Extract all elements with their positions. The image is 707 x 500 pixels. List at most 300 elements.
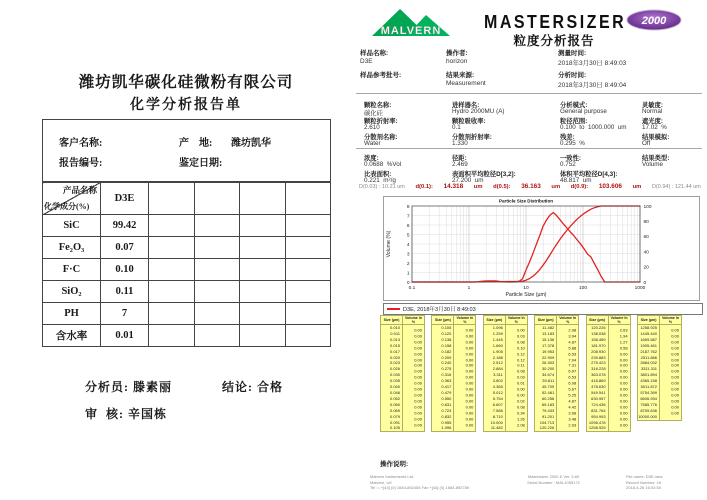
empty-cell	[285, 182, 331, 215]
volume-value: 1.27	[619, 339, 628, 345]
size-table	[586, 315, 631, 432]
size-cell: 5.754	[483, 396, 505, 402]
volume-value: 0.00	[414, 398, 422, 404]
size-cell: 91.201	[535, 414, 557, 420]
x-axis-title: Particle Size (µm)	[505, 292, 547, 298]
size-table	[534, 315, 579, 432]
size-table-header-row	[535, 316, 579, 325]
size-cell: 0.158	[432, 343, 454, 349]
volume-value: 0.00	[414, 327, 422, 333]
size-cell: 316.228	[586, 366, 608, 372]
volume-value: 3.48	[568, 416, 577, 422]
d-value-segment: um	[551, 184, 561, 190]
particle-size-report-page	[354, 0, 707, 500]
chart-legend	[383, 303, 703, 315]
param-value: 0.752	[560, 160, 576, 168]
divider-line	[356, 93, 702, 94]
param-value: 17.02 %	[642, 123, 667, 131]
size-cell: 0.550	[432, 396, 454, 402]
volume-value: 0.00	[619, 398, 628, 404]
size-cell: 0.631	[432, 402, 454, 408]
size-cell: 2.884	[483, 366, 505, 372]
volume-value: 0.03	[517, 374, 525, 380]
component-value-cell: 99.42	[101, 215, 149, 237]
component-value-cell: 7	[101, 303, 149, 325]
param-label: 结果类型:	[642, 155, 670, 162]
size-cell: 0.363	[432, 378, 454, 384]
volume-value: 1.94	[619, 333, 628, 339]
x-axis-tick-label: 1	[467, 286, 471, 291]
volume-value: 0.00	[671, 339, 679, 345]
volume-value: 0.00	[671, 327, 679, 333]
size-cell: 0.240	[432, 360, 454, 366]
footer-line: Malvern, UK	[370, 479, 393, 485]
d-value-segment: D(0.03) : 10.21 um	[359, 184, 405, 190]
product-code-cell: D3E	[101, 182, 149, 215]
empty-cell	[194, 303, 240, 325]
volume-value: 0.00	[619, 357, 628, 363]
size-cell: 17.378	[535, 343, 557, 349]
param-label: 颗粒名称:	[364, 102, 392, 109]
volume-column-header: Volume In %	[608, 316, 630, 325]
volume-cell	[608, 325, 630, 331]
footer-line: Record Number: 18	[626, 479, 661, 485]
size-table-row	[535, 325, 579, 331]
size-cell: 5754.399	[638, 390, 660, 396]
operation-notes-label: 操作说明:	[380, 461, 409, 468]
component-value-cell: 0.01	[101, 325, 149, 347]
empty-cell	[149, 259, 195, 281]
d-value-segment: 36.163	[521, 183, 541, 190]
size-cell: 1.259	[483, 331, 505, 337]
size-cell: 2884.032	[638, 360, 660, 366]
empty-cell	[194, 215, 240, 237]
sample-name-value: D3E	[360, 58, 373, 65]
size-cell: 0.026	[381, 366, 403, 372]
param-value: 2.610	[364, 123, 380, 131]
empty-cell	[285, 237, 331, 259]
report-number-label: 报告编号:	[59, 158, 103, 169]
component-value-cell: 0.11	[101, 281, 149, 303]
param-value: Volume	[642, 160, 664, 168]
volume-value: 0.00	[414, 368, 422, 374]
size-cell: 3.311	[483, 372, 505, 378]
table-row	[43, 215, 331, 237]
operator-value: horizon	[446, 58, 468, 65]
empty-cell	[285, 325, 331, 347]
volume-value: 0.00	[619, 368, 628, 374]
size-cell: 0.017	[381, 349, 403, 355]
size-cell: 3.802	[483, 378, 505, 384]
size-cell: 69.183	[535, 402, 557, 408]
param-value: Water	[364, 139, 381, 147]
y-axis-title: Volume (%)	[386, 230, 392, 258]
size-cell: 2187.762	[638, 349, 660, 355]
empty-cell	[240, 215, 286, 237]
size-cell: 15.136	[535, 337, 557, 343]
chemical-composition-table	[42, 181, 331, 347]
size-table	[431, 315, 476, 432]
size-cell: 0.023	[381, 360, 403, 366]
volume-value: 6.97	[568, 368, 577, 374]
empty-cell	[149, 182, 195, 215]
size-cell: 5011.872	[638, 384, 660, 390]
volume-value: 0.00	[517, 327, 525, 333]
size-cell: 8709.636	[638, 408, 660, 414]
volume-value: 0.00	[414, 416, 422, 422]
size-cell: 0.417	[432, 384, 454, 390]
d-value-segment: d(0.5):	[493, 184, 511, 190]
size-cell: 831.764	[586, 408, 608, 414]
volume-value: 4.42	[568, 404, 577, 410]
footer-instrument-info	[496, 474, 611, 485]
volume-column-header: Volume In %	[660, 316, 682, 325]
company-name: 潍坊凯华碳化硅微粉有限公司	[78, 74, 294, 91]
volume-value: 0.00	[465, 351, 474, 357]
size-cell: 0.182	[432, 349, 454, 355]
size-cell: 0.069	[381, 408, 403, 414]
volume-value: 0.00	[465, 398, 474, 404]
size-table-grid	[534, 315, 579, 432]
component-value-cell: 0.10	[101, 259, 149, 281]
empty-cell	[240, 281, 286, 303]
empty-cell	[194, 281, 240, 303]
volume-value: 5.67	[568, 386, 577, 392]
param-label: 浓度:	[364, 155, 379, 162]
volume-value: 4.87	[568, 398, 577, 404]
size-cell: 275.423	[586, 360, 608, 366]
analyst-line	[85, 378, 172, 395]
measured-time-value: 2018年3月30日 8:49:03	[558, 60, 627, 67]
y-axis-tick-label-right: 100	[643, 204, 652, 210]
volume-value: 0.08	[517, 404, 525, 410]
volume-value: 0.00	[619, 380, 628, 386]
y-axis-tick-label-left: 7	[406, 214, 410, 220]
y-axis-tick-label-right: 40	[643, 250, 649, 256]
empty-cell	[285, 281, 331, 303]
volume-value: 0.00	[671, 357, 679, 363]
size-cell: 0.060	[381, 402, 403, 408]
volume-value: 0.00	[671, 374, 679, 380]
size-cell: 1.096	[432, 425, 454, 431]
y-axis-tick-label-left: 4	[406, 242, 410, 248]
size-cell: 8.710	[483, 414, 505, 420]
malvern-logo-text: MALVERN	[380, 25, 442, 37]
origin-label: 产 地:	[179, 138, 215, 149]
analysed-time-value: 2018年3月30日 8:49:04	[558, 82, 627, 89]
volume-value: 7.31	[568, 363, 577, 369]
volume-value: 0.02	[517, 398, 525, 404]
size-cell: 4365.158	[638, 378, 660, 384]
chart-outer-frame	[384, 197, 700, 301]
report-title: 化学分析报告单	[130, 98, 242, 113]
table-row	[43, 325, 331, 347]
size-table-header-row	[381, 316, 425, 325]
size-cell: 954.993	[586, 414, 608, 420]
volume-cell	[403, 325, 425, 331]
volume-value: 0.00	[465, 345, 474, 351]
size-cell: 79.433	[535, 408, 557, 414]
volume-value: 0.00	[619, 422, 628, 428]
volume-column-header: Volume In %	[505, 316, 527, 325]
volume-value: 0.03	[517, 333, 525, 339]
size-cell: 181.970	[586, 343, 608, 349]
footer-line: Malvern Instruments Ltd.	[370, 474, 415, 479]
size-cell: 239.883	[586, 355, 608, 361]
size-cell: 1258.925	[638, 325, 660, 331]
size-cell: 0.079	[381, 414, 403, 420]
size-cell: 1445.440	[638, 331, 660, 337]
size-cell: 416.869	[586, 378, 608, 384]
volume-value: 0.08	[517, 339, 525, 345]
size-cell: 39.811	[535, 378, 557, 384]
param-label: 残差:	[560, 134, 575, 141]
volume-column-header: Volume In %	[557, 316, 579, 325]
volume-value: 0.00	[414, 380, 422, 386]
d-value-segment: d(0.1):	[415, 184, 433, 190]
volume-value: 7.04	[568, 357, 577, 363]
d-value-segment: 14.318	[443, 183, 464, 190]
volume-value: 0.00	[671, 363, 679, 369]
size-column-header: Size (µm)	[586, 316, 608, 325]
param-label: 颗粒折射率:	[364, 118, 398, 125]
size-cell: 3801.894	[638, 372, 660, 378]
size-cell: 630.957	[586, 396, 608, 402]
volume-value: 5.88	[568, 345, 577, 351]
size-table-header-row	[586, 316, 630, 325]
volume-value: 0.00	[465, 380, 474, 386]
footer-line: File name: D3E.mea	[626, 474, 663, 479]
footer-line: 2018-4-26 16:03:50	[626, 485, 661, 491]
size-cell: 10000.000	[638, 414, 660, 420]
table-row	[43, 259, 331, 281]
volume-column-header: Volume In %	[403, 316, 425, 325]
sample-ref-label: 样品参考批号:	[360, 72, 402, 79]
param-label: 表面积平均粒径D[3,2]:	[452, 171, 516, 178]
size-cell: 11.482	[483, 425, 505, 431]
volume-value: 0.00	[465, 363, 474, 369]
param-value: 2.469	[452, 160, 468, 168]
volume-value: 0.00	[465, 333, 474, 339]
volume-value: 0.00	[465, 339, 474, 345]
size-cell: 13.183	[535, 331, 557, 337]
x-axis-tick-label: 100	[578, 286, 588, 291]
volume-value: 0.00	[414, 339, 422, 345]
volume-value: 0.00	[414, 422, 422, 428]
volume-value: 0.00	[619, 404, 628, 410]
d-value-segment: d(0.9):	[570, 184, 589, 190]
y-axis-tick-label-right: 20	[643, 265, 649, 271]
empty-cell	[149, 325, 195, 347]
chemical-composition-corner-label: 化学成分(%)	[44, 202, 90, 211]
size-cell: 2.512	[483, 360, 505, 366]
empty-cell	[149, 281, 195, 303]
measured-time-label: 测量时间:	[558, 50, 587, 57]
table-row	[43, 237, 331, 259]
size-table	[380, 315, 425, 432]
d-value-segment: D(0.94) : 121.44 um	[651, 184, 701, 190]
size-cell: 138.038	[586, 331, 608, 337]
volume-value: 0.01	[517, 380, 525, 386]
param-value: 27.200 um	[452, 176, 484, 184]
param-value: General purpose	[560, 107, 607, 115]
size-cell: 7.586	[483, 408, 505, 414]
volume-value: 0.00	[465, 392, 474, 398]
conclusion-line	[222, 378, 283, 395]
size-cell: 0.010	[381, 325, 403, 331]
size-column-header: Size (µm)	[381, 316, 403, 325]
size-cell: 1905.461	[638, 343, 660, 349]
volume-value: 2.98	[568, 327, 577, 333]
component-name-cell: PH	[43, 303, 101, 325]
empty-cell	[285, 215, 331, 237]
volume-value: 0.00	[414, 345, 422, 351]
customer-name-label: 客户名称:	[59, 138, 103, 149]
volume-value: 0.00	[414, 363, 422, 369]
size-cell: 120.226	[586, 325, 608, 331]
size-column-header: Size (µm)	[432, 316, 454, 325]
size-cell: 45.709	[535, 384, 557, 390]
empty-cell	[240, 237, 286, 259]
volume-value: 0.00	[465, 422, 474, 428]
size-cell: 0.138	[432, 337, 454, 343]
size-cell: 0.105	[381, 425, 403, 431]
volume-value: 0.00	[517, 386, 525, 392]
volume-value: 0.00	[619, 363, 628, 369]
param-value: 0.295 %	[560, 139, 585, 147]
footer-address	[370, 474, 495, 491]
param-value: 0.100 to 1000.000 um	[560, 123, 627, 131]
x-axis-tick-label: 10	[523, 286, 529, 291]
size-cell: 6606.934	[638, 396, 660, 402]
size-cell: 0.030	[381, 372, 403, 378]
volume-value: 0.00	[671, 386, 679, 392]
size-table	[637, 315, 682, 421]
size-cell: 0.316	[432, 372, 454, 378]
volume-value: 0.00	[619, 351, 628, 357]
size-cell: 1258.925	[586, 425, 608, 431]
reviewer-name: 辛国栋	[128, 407, 168, 421]
size-cell: 19.953	[535, 349, 557, 355]
param-value: 48.817 um	[560, 176, 592, 184]
size-cell: 1.905	[483, 349, 505, 355]
volume-value: 0.12	[517, 357, 525, 363]
size-cell: 60.256	[535, 396, 557, 402]
volume-value: 0.00	[619, 374, 628, 380]
empty-cell	[194, 325, 240, 347]
analysed-time-label: 分析时间:	[558, 72, 587, 79]
param-label: 比表面积:	[364, 171, 392, 178]
size-cell: 7585.776	[638, 402, 660, 408]
d-values-row	[359, 183, 701, 190]
volume-value: 6.53	[568, 351, 577, 357]
empty-cell	[149, 237, 195, 259]
mastersizer-2000-badge-icon	[626, 9, 682, 31]
legend-line-icon	[387, 308, 400, 310]
volume-value: 0.34	[517, 410, 525, 416]
param-value: Off	[642, 139, 651, 147]
size-cell: 478.630	[586, 384, 608, 390]
footer-line: Serial Number : MAL1095172	[527, 479, 580, 485]
volume-cell	[557, 325, 579, 331]
badge-2000-text: 2000	[641, 15, 667, 27]
size-cell: 0.052	[381, 396, 403, 402]
d-value-segment: um	[473, 184, 483, 190]
size-table-header-row	[432, 316, 476, 325]
size-table-header-row	[483, 316, 527, 325]
size-table-grid	[586, 315, 631, 432]
reviewer-line	[85, 405, 167, 422]
param-label: 分散剂名称:	[364, 134, 398, 141]
size-table-header-row	[638, 316, 682, 325]
analyst-name: 滕素丽	[133, 380, 173, 394]
volume-value: 0.00	[465, 410, 474, 416]
component-name-cell: SiC	[43, 215, 101, 237]
empty-cell	[149, 303, 195, 325]
volume-value: 0.00	[414, 357, 422, 363]
size-cell: 724.436	[586, 402, 608, 408]
particle-size-distribution-chart	[383, 196, 700, 301]
size-column-header: Size (µm)	[535, 316, 557, 325]
size-cell: 0.046	[381, 390, 403, 396]
size-cell: 120.226	[535, 425, 557, 431]
volume-value: 0.00	[671, 333, 679, 339]
size-cell: 10.000	[483, 420, 505, 426]
param-label: 遮光度:	[642, 118, 663, 125]
size-column-header: Size (µm)	[483, 316, 505, 325]
size-cell: 0.013	[381, 337, 403, 343]
size-cell: 0.120	[432, 331, 454, 337]
size-cell: 549.541	[586, 390, 608, 396]
size-cell: 2.188	[483, 355, 505, 361]
table-header-row	[43, 182, 331, 215]
y-axis-tick-label-right: 80	[643, 220, 649, 225]
size-cell: 4.365	[483, 384, 505, 390]
product-name-corner-label: 产品名称	[62, 185, 97, 195]
volume-value: 0.00	[414, 351, 422, 357]
size-table-grid	[380, 315, 425, 432]
size-table	[483, 315, 528, 432]
empty-cell	[194, 182, 240, 215]
size-table-row	[638, 325, 682, 331]
malvern-logo-icon	[370, 6, 452, 40]
component-name-cell: F·C	[43, 259, 101, 281]
size-cell: 0.011	[381, 331, 403, 337]
diagonal-header-cell	[43, 182, 101, 215]
size-cell: 6.607	[483, 402, 505, 408]
volume-value: 0.00	[619, 410, 628, 416]
x-axis-tick-label: 1000	[634, 286, 646, 291]
size-cell: 52.481	[535, 390, 557, 396]
conclusion-label: 结论:	[222, 380, 257, 394]
report-info-box	[42, 119, 331, 183]
volume-value: 0.00	[671, 410, 679, 416]
size-cell: 22.909	[535, 355, 557, 361]
size-cell: 2511.886	[638, 355, 660, 361]
param-value: Normal	[642, 107, 663, 115]
param-value: 0.221 m²/g	[364, 176, 396, 184]
result-source-value: Measurement	[446, 80, 486, 87]
size-cell: 0.040	[381, 384, 403, 390]
param-value: Hydro 2000MU (A)	[452, 107, 505, 115]
size-cell: 0.091	[381, 420, 403, 426]
size-cell: 1096.478	[586, 420, 608, 426]
volume-value: 0.00	[671, 368, 679, 374]
d-value-segment: 103.606	[598, 183, 622, 190]
volume-column-header: Volume In %	[454, 316, 476, 325]
footer-line: Mastersizer 2000 E Ver. 5.60	[527, 474, 580, 479]
footer-line: Tel := +[44] (0) 1684-892456 Fax +[44] (0) 1684-892789	[370, 485, 470, 491]
